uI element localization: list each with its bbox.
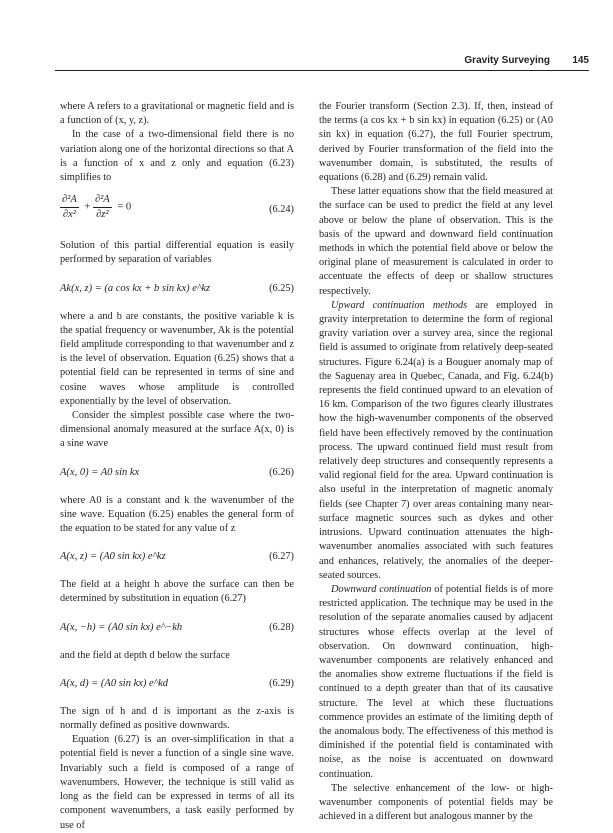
equation-6-28: A(x, −h) = (A0 sin kx) e^−kh (6.28) [60, 619, 294, 637]
equation-number: (6.25) [269, 282, 294, 294]
paragraph: the Fourier transform (Section 2.3). If, then, instead of the terms (a cos kx + b sin kx) in equation (6.25) or (A0 sin kx) in equation (6.27), the full Fourier spectrum, derived by Fourier transformation of the field into the wavenumber domain, is substituted, the results of equations (6.28) and (6.29) remain valid. [319, 101, 553, 184]
italic-term: Downward continuation [331, 583, 432, 595]
paragraph: Consider the simplest possible case where the two-dimensional anomaly measured at the surface A(x, 0) is a sine wave [60, 410, 294, 450]
paragraph: where A refers to a gravitational or magnetic field and is a function of (x, y, z). [60, 101, 294, 127]
fraction: $\frac{\text{∂²A}}{\text{∂z²}}$ [94, 194, 110, 221]
right-column [319, 100, 553, 824]
paragraph: and the field at depth d below the surface [60, 649, 230, 661]
equation-6-29: A(x, d) = (A0 sin kx) e^kd (6.29) [60, 675, 294, 693]
equation-6-24: $\frac{\text{∂²A}}{\text{∂x²}}$ + $\frac{\text{∂²A}}{\text{∂z²}}$ = 0 (6.24) [62, 194, 294, 221]
italic-term: Upward continuation methods [331, 299, 468, 311]
paragraph: where a and b are constants, the positive variable k is the spatial frequency or wavenumber, Ak is the potential field amplitude corresponding to that wavenumber and z is the level of observation. Equation (6.25) shows that a potential field can be represented in terms of sine and cosine waves whose amplitude is controlled exponentially by the level of observation. [60, 310, 294, 407]
running-header [0, 46, 613, 68]
paragraph: The field at a height h above the surface can then be determined by substitution in equation (6.27) [60, 579, 294, 605]
paragraph: Downward continuation of potential fields is of more restricted application. The technique may be used in the resolution of the separate anomalies caused by adjacent structures whose effects overlap at the level of observation. On downward continuation, high-wavenumber components are relatively enhanced and the anomalies show extreme fluctuations if the field is continued to a depth greater than that of its causative structure. The level at which these fluctuations commence provides an estimate of the limiting depth of the anomalous body. The effectiveness of this method is diminished if the potential field is contaminated with noise, as the noise is accentuated on downward continuation. [319, 583, 553, 780]
equation-number: (6.28) [269, 621, 294, 633]
equation-6-25: Ak(x, z) = (a cos kx + b sin kx) e^kz (6.25) [60, 280, 294, 298]
page-number: 145 [572, 55, 589, 66]
equation-number: (6.24) [269, 204, 294, 216]
paragraph: The sign of h and d is important as the z-axis is normally defined as positive downwards. [60, 705, 294, 732]
fraction: $\frac{\text{∂²A}}{\text{∂x²}}$ [62, 194, 77, 221]
header-rule [55, 70, 589, 71]
paragraph: where A0 is a constant and k the wavenumber of the sine wave. Equation (6.25) enables the general form of the equation to be stated for any value of z [60, 494, 294, 535]
equation-number: (6.26) [269, 466, 294, 478]
paragraph: These latter equations show that the field measured at the surface can be used to predict the field at any level above or below the plane of observation. This is the basis of the upward and downward field continuation methods in which the potential field above or below the original plane of measurement is calculated in order to accentuate the effects of deep or shallow structures respectively. [319, 186, 553, 297]
equation-6-27: A(x, z) = (A0 sin kx) e^kz (6.27) [60, 548, 294, 566]
paragraph: Upward continuation methods are employed in gravity interpretation to determine the form of regional gravity variation over a survey area, since the regional field is assumed to originate from relatively deep-seated structures. Figure 6.24(a) is a Bouguer anomaly map of the Saguenay area in Quebec, Canada, and Fig. 6.24(b) represents the field continued upward to an elevation of 16 km. Comparison of the two figures clearly illustrates how the high-wavenumber components of the observed field have been effectively removed by the continuation process. The upward continued field must result from relatively deep structures and consequently represents a valid regional field for the area. Upward continuation is also useful in the interpretation of magnetic anomaly fields (see Chapter 7) over areas containing many near-surface magnetic sources such as dykes and other intrusions. Upward continuation attenuates the high-wavenumber anomalies associated with such features and enhances, relatively, the anomalies of the deeper-seated sources. [319, 299, 553, 581]
running-title: Gravity Surveying [464, 55, 550, 66]
paragraph: The selective enhancement of the low- or high-wavenumber components of potential fields may be achieved in a different but analogous manner by the [319, 782, 553, 823]
paragraph: Solution of this partial differential equation is easily performed by separation of variables [60, 240, 294, 266]
equation-6-26: A(x, 0) = A0 sin kx (6.26) [60, 464, 294, 482]
equation-number: (6.27) [269, 551, 294, 563]
paragraph: In the case of a two-dimensional field there is no variation along one of the horizontal directions so that A is a function of x and z only and equation (6.23) simplifies to [60, 129, 294, 184]
left-column [60, 100, 294, 833]
equation-number: (6.29) [269, 677, 294, 689]
paragraph: Equation (6.27) is an over-simplification in that a potential field is never a function of a single sine wave. Invariably such a field is composed of a range of wavenumbers. However, the technique is still valid as long as the field can be expressed in terms of all its component wavenumbers, a task easily performed by use of [60, 734, 294, 831]
